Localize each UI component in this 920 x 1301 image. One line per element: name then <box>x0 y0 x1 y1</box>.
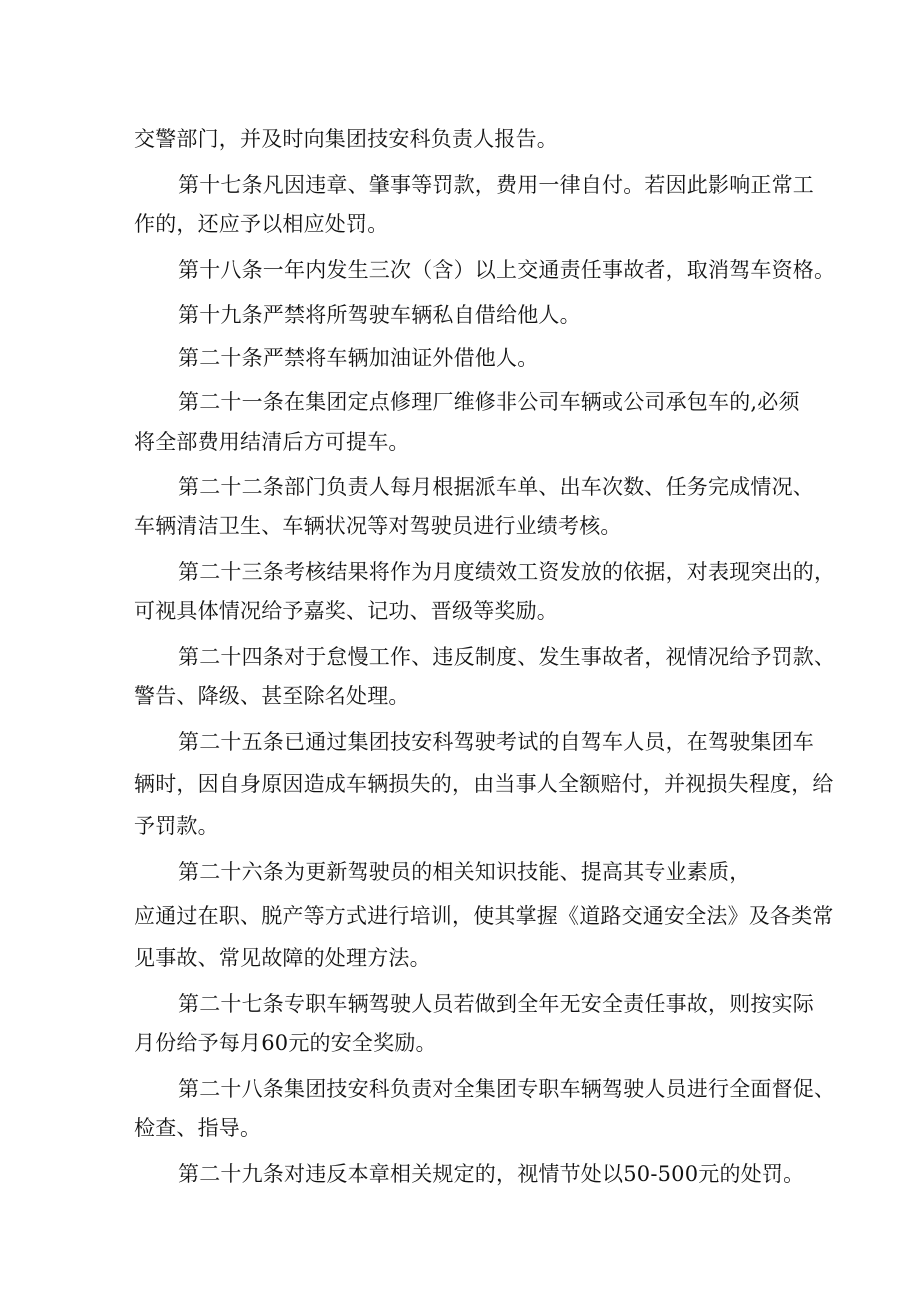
text-line: 车辆清洁卫生、车辆状况等对驾驶员进行业绩考核。 <box>134 514 622 538</box>
text-line: 见事故、常见故障的处理方法。 <box>134 946 431 970</box>
text-line: 第二十条严禁将车辆加油证外借他人。 <box>178 346 539 370</box>
text-line: 第十九条严禁将所驾驶车辆私自借给他人。 <box>178 303 581 327</box>
text-line: 第二十九条对违反本章相关规定的，视情节处以50-500元的处罚。 <box>178 1162 805 1186</box>
text-line: 检查、指导。 <box>134 1116 262 1140</box>
text-line: 第二十八条集团技安科负责对全集团专职车辆驾驶人员进行全面督促、 <box>178 1077 836 1101</box>
text-line: 第二十四条对于怠慢工作、违反制度、发生事故者，视情况给予罚款、 <box>178 645 836 669</box>
text-line: 作的，还应予以相应处罚。 <box>134 212 389 236</box>
text-line: 月份给予每月60元的安全奖励。 <box>134 1031 437 1055</box>
text-line: 第二十六条为更新驾驶员的相关知识技能、提高其专业素质， <box>178 860 751 884</box>
text-line: 予罚款。 <box>134 814 219 838</box>
text-line: 第二十三条考核结果将作为月度绩效工资发放的依据，对表现突出的， <box>178 560 836 584</box>
text-line: 交警部门，并及时向集团技安科负责人报告。 <box>134 127 558 151</box>
text-line: 第二十二条部门负责人每月根据派车单、出车次数、任务完成情况、 <box>178 475 814 499</box>
text-line: 应通过在职、脱产等方式进行培训，使其掌握《道路交通安全法》及各类常 <box>134 904 834 928</box>
text-line: 警告、降级、甚至除名处理。 <box>134 684 410 708</box>
text-line: 第二十五条已通过集团技安科驾驶考试的自驾车人员，在驾驶集团车 <box>178 730 814 754</box>
text-line: 可视具体情况给予嘉奖、记功、晋级等奖励。 <box>134 599 558 623</box>
text-line: 第十八条一年内发生三次（含）以上交通责任事故者，取消驾车资格。 <box>178 258 836 282</box>
text-line: 第二十一条在集团定点修理厂维修非公司车辆或公司承包车的,必须 <box>178 390 800 414</box>
text-line: 第二十七条专职车辆驾驶人员若做到全年无安全责任事故，则按实际 <box>178 992 814 1016</box>
text-line: 将全部费用结清后方可提车。 <box>134 430 410 454</box>
text-line: 第十七条凡因违章、肇事等罚款，费用一律自付。若因此影响正常工 <box>178 173 814 197</box>
text-line: 辆时，因自身原因造成车辆损失的，由当事人全额赔付，并视损失程度，给 <box>134 772 834 796</box>
